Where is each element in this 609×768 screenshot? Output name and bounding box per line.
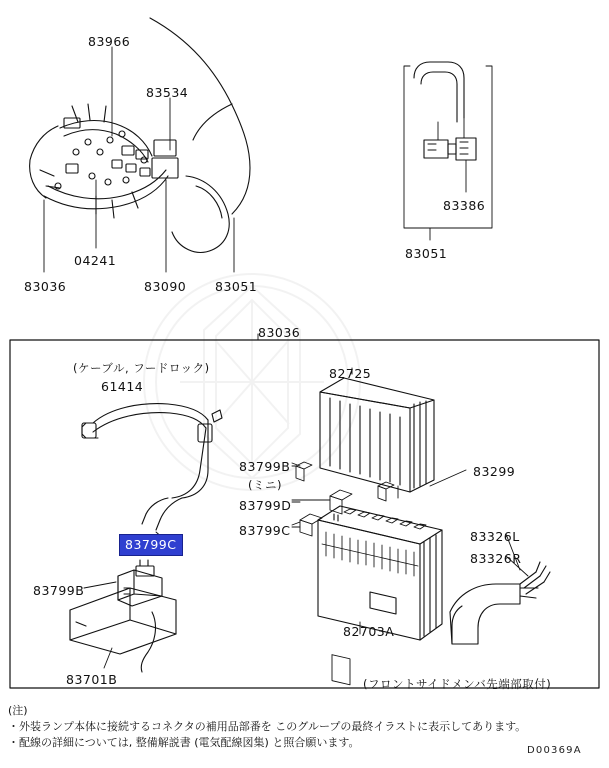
label-82725: 82725 — [329, 366, 372, 381]
label-83090: 83090 — [144, 279, 187, 294]
label-83036-top: 83036 — [24, 279, 67, 294]
label-83534: 83534 — [146, 85, 189, 100]
notes-line-2: ・配線の詳細については, 整備解説書 (電気配線図集) と照合願います。 — [8, 736, 360, 749]
highlighted-part-83799c[interactable]: 83799C — [119, 534, 183, 556]
label-83799b-mini: 83799B — [239, 459, 291, 474]
label-83326r: 83326R — [470, 551, 522, 566]
label-83051-right: 83051 — [405, 246, 448, 261]
label-83051-top: 83051 — [215, 279, 258, 294]
notes-line-1: ・外装ランプ本体に接続するコネクタの補用品部番を このグループの最終イラストに表示してあります。 — [8, 720, 527, 733]
diagram-code: D00369A — [527, 745, 582, 756]
label-61414: 61414 — [101, 379, 144, 394]
label-83799d: 83799D — [239, 498, 292, 513]
label-83799c-leader: 83799C — [239, 523, 291, 538]
label-83036-main: 83036 — [258, 325, 301, 340]
label-83701b: 83701B — [66, 672, 118, 687]
label-04241: 04241 — [74, 253, 117, 268]
notes-header: (注) — [8, 704, 28, 717]
label-83966: 83966 — [88, 34, 131, 49]
label-mini: (ミニ) — [248, 478, 282, 492]
label-82703a: 82703A — [343, 624, 395, 639]
label-front-side-member: (フロントサイドメンバ先端部取付) — [363, 677, 552, 691]
label-83799b-left: 83799B — [33, 583, 85, 598]
label-83326l: 83326L — [470, 529, 520, 544]
label-83386: 83386 — [443, 198, 486, 213]
label-hood-lock-cable: (ケーブル, フードロック) — [73, 361, 210, 375]
notes-block — [8, 703, 598, 751]
label-83299: 83299 — [473, 464, 516, 479]
